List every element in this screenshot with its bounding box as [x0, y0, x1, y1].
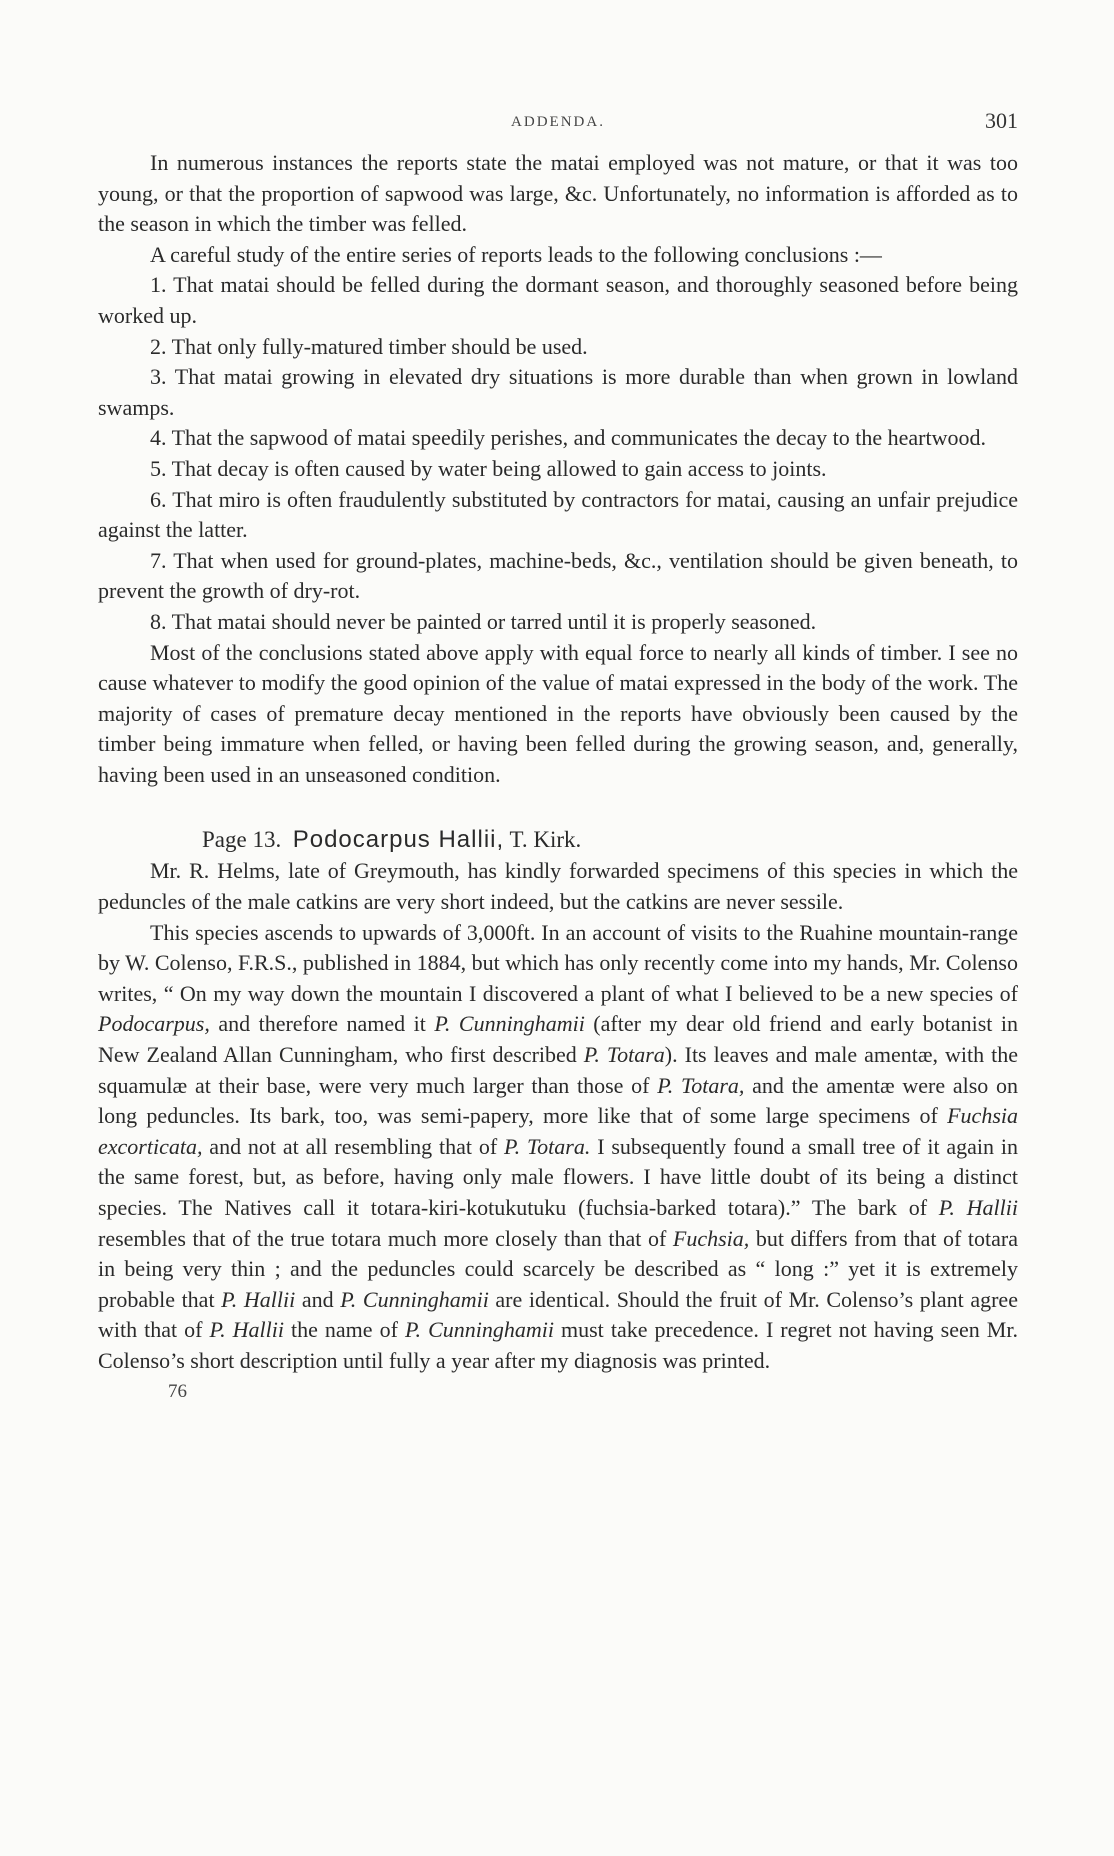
italic-name: P. Cunninghamii [404, 1317, 554, 1343]
conclusion-item: 6. That miro is often fraudulently substituted by contractors for matai, causing an unfair prejudice against the latter. [98, 486, 1018, 543]
signature-mark: 76 [168, 1380, 187, 1402]
intro-paragraph: A careful study of the entire series of reports leads to the following conclusions :— [150, 241, 882, 267]
page-number: 301 [985, 108, 1018, 133]
text-run: and not at all resembling that of [202, 1133, 505, 1159]
conclusion-item: 5. That decay is often caused by water being allowed to gain access to joints. [150, 455, 827, 481]
section-page-ref: Page 13. [202, 827, 282, 853]
italic-name: Fuchsia excorticata, [98, 1103, 1018, 1159]
conclusion-item: 8. That matai should never be painted or tarred until it is properly seasoned. [150, 608, 817, 634]
conclusion-item: 3. That matai growing in elevated dry situations is more durable than when grown in lowland swamps. [98, 364, 1018, 420]
text-run: I subsequently found a small tree of it again in the same forest, but, as before, having only male flowers. I have little doubt of its being a distinct species. The Natives call it totara-kiri-kotukutuku (fuchsia-barked totara).” The bark of [98, 1133, 1019, 1220]
colenso-paragraph [98, 918, 1018, 1377]
italic-name: P. Totara. [504, 1133, 591, 1159]
italic-name: Podocarpus, [98, 1011, 210, 1037]
text-run: and [295, 1286, 341, 1312]
text-run: (after my dear old friend and early botanist in New Zealand Allan Cunningham, who first described [98, 1011, 1018, 1068]
text-run: resembles that of the true totara much more closely than that of [98, 1225, 673, 1251]
text-run: and therefore named it [209, 1011, 435, 1037]
helms-paragraph: Mr. R. Helms, late of Greymouth, has kindly forwarded specimens of this species in which the peduncles of the male catkins are very short indeed, but the catkins are never sessile. [98, 858, 1018, 915]
text-run: are identical. Should the fruit of Mr. Colenso’s plant agree with that of [98, 1286, 1018, 1343]
text-run: ). Its leaves and male amentæ, with the squamulæ at their base, were very much larger than those of [98, 1042, 1018, 1098]
italic-name: P. Hallii [221, 1286, 296, 1312]
conclusion-item: 1. That matai should be felled during the dormant season, and thoroughly seasoned before being worked up. [98, 272, 1018, 328]
text-run: the name of [283, 1317, 405, 1343]
italic-name: P. Cunninghamii [340, 1286, 489, 1312]
running-head: ADDENDA. [511, 114, 605, 130]
italic-name: P. Totara [583, 1042, 665, 1068]
text-run: but differs from that of totara in being very thin ; and the peduncles could scarcely be described as “ long :” yet it is extremely probable that [98, 1225, 1019, 1312]
intro-paragraph: In numerous instances the reports state the matai employed was not mature, or that it was too young, or that the proportion of sapwood was large, &c. Unfortunately, no information is afforded as to the season in which the timber was felled. [98, 150, 1018, 237]
section-author: T. Kirk. [509, 827, 582, 853]
conclusion-item: 2. That only fully-matured timber should be used. [150, 333, 588, 359]
text-run: and the amentæ were also on long peduncles. Its bark, too, was semi-papery, more like that of some large specimens of [98, 1072, 1018, 1129]
italic-name: P. Hallii [209, 1317, 284, 1343]
page-header [98, 108, 1018, 148]
italic-name: P. Cunninghamii [434, 1011, 585, 1037]
section-species: Podocarpus Hallii, [292, 826, 505, 854]
conclusion-item: 4. That the sapwood of matai speedily perishes, and communicates the decay to the heartwood. [150, 425, 986, 451]
summary-paragraph: Most of the conclusions stated above apply with equal force to nearly all kinds of timber. I see no cause whatever to modify the good opinion of the value of matai expressed in the body of the work. The majority of cases of premature decay mentioned in the reports have obviously been caused by the timber being immature when felled, or having been felled during the growing season, and, generally, having been used in an unseasoned condition. [98, 639, 1018, 787]
page [98, 108, 1018, 1403]
conclusion-item: 7. That when used for ground-plates, machine-beds, &c., ventilation should be given beneath, to prevent the growth of dry-rot. [98, 547, 1018, 604]
text-run: This species ascends to upwards of 3,000ft. In an account of visits to the Ruahine mountain-range by W. Colenso, F.R.S., published in 1884, but which has only recently come into my hands, Mr. Colenso writes, “ On my way down the mountain I discovered a plant of what I believed to be a new species of [98, 919, 1018, 1006]
italic-name: Fuchsia, [672, 1225, 750, 1251]
section-heading [98, 824, 1018, 856]
italic-name: P. Totara, [657, 1072, 745, 1098]
text-run: must take precedence. I regret not having seen Mr. Colenso’s short description until fully a year after my diagnosis was printed. [98, 1317, 1018, 1373]
italic-name: P. Hallii [938, 1195, 1018, 1220]
